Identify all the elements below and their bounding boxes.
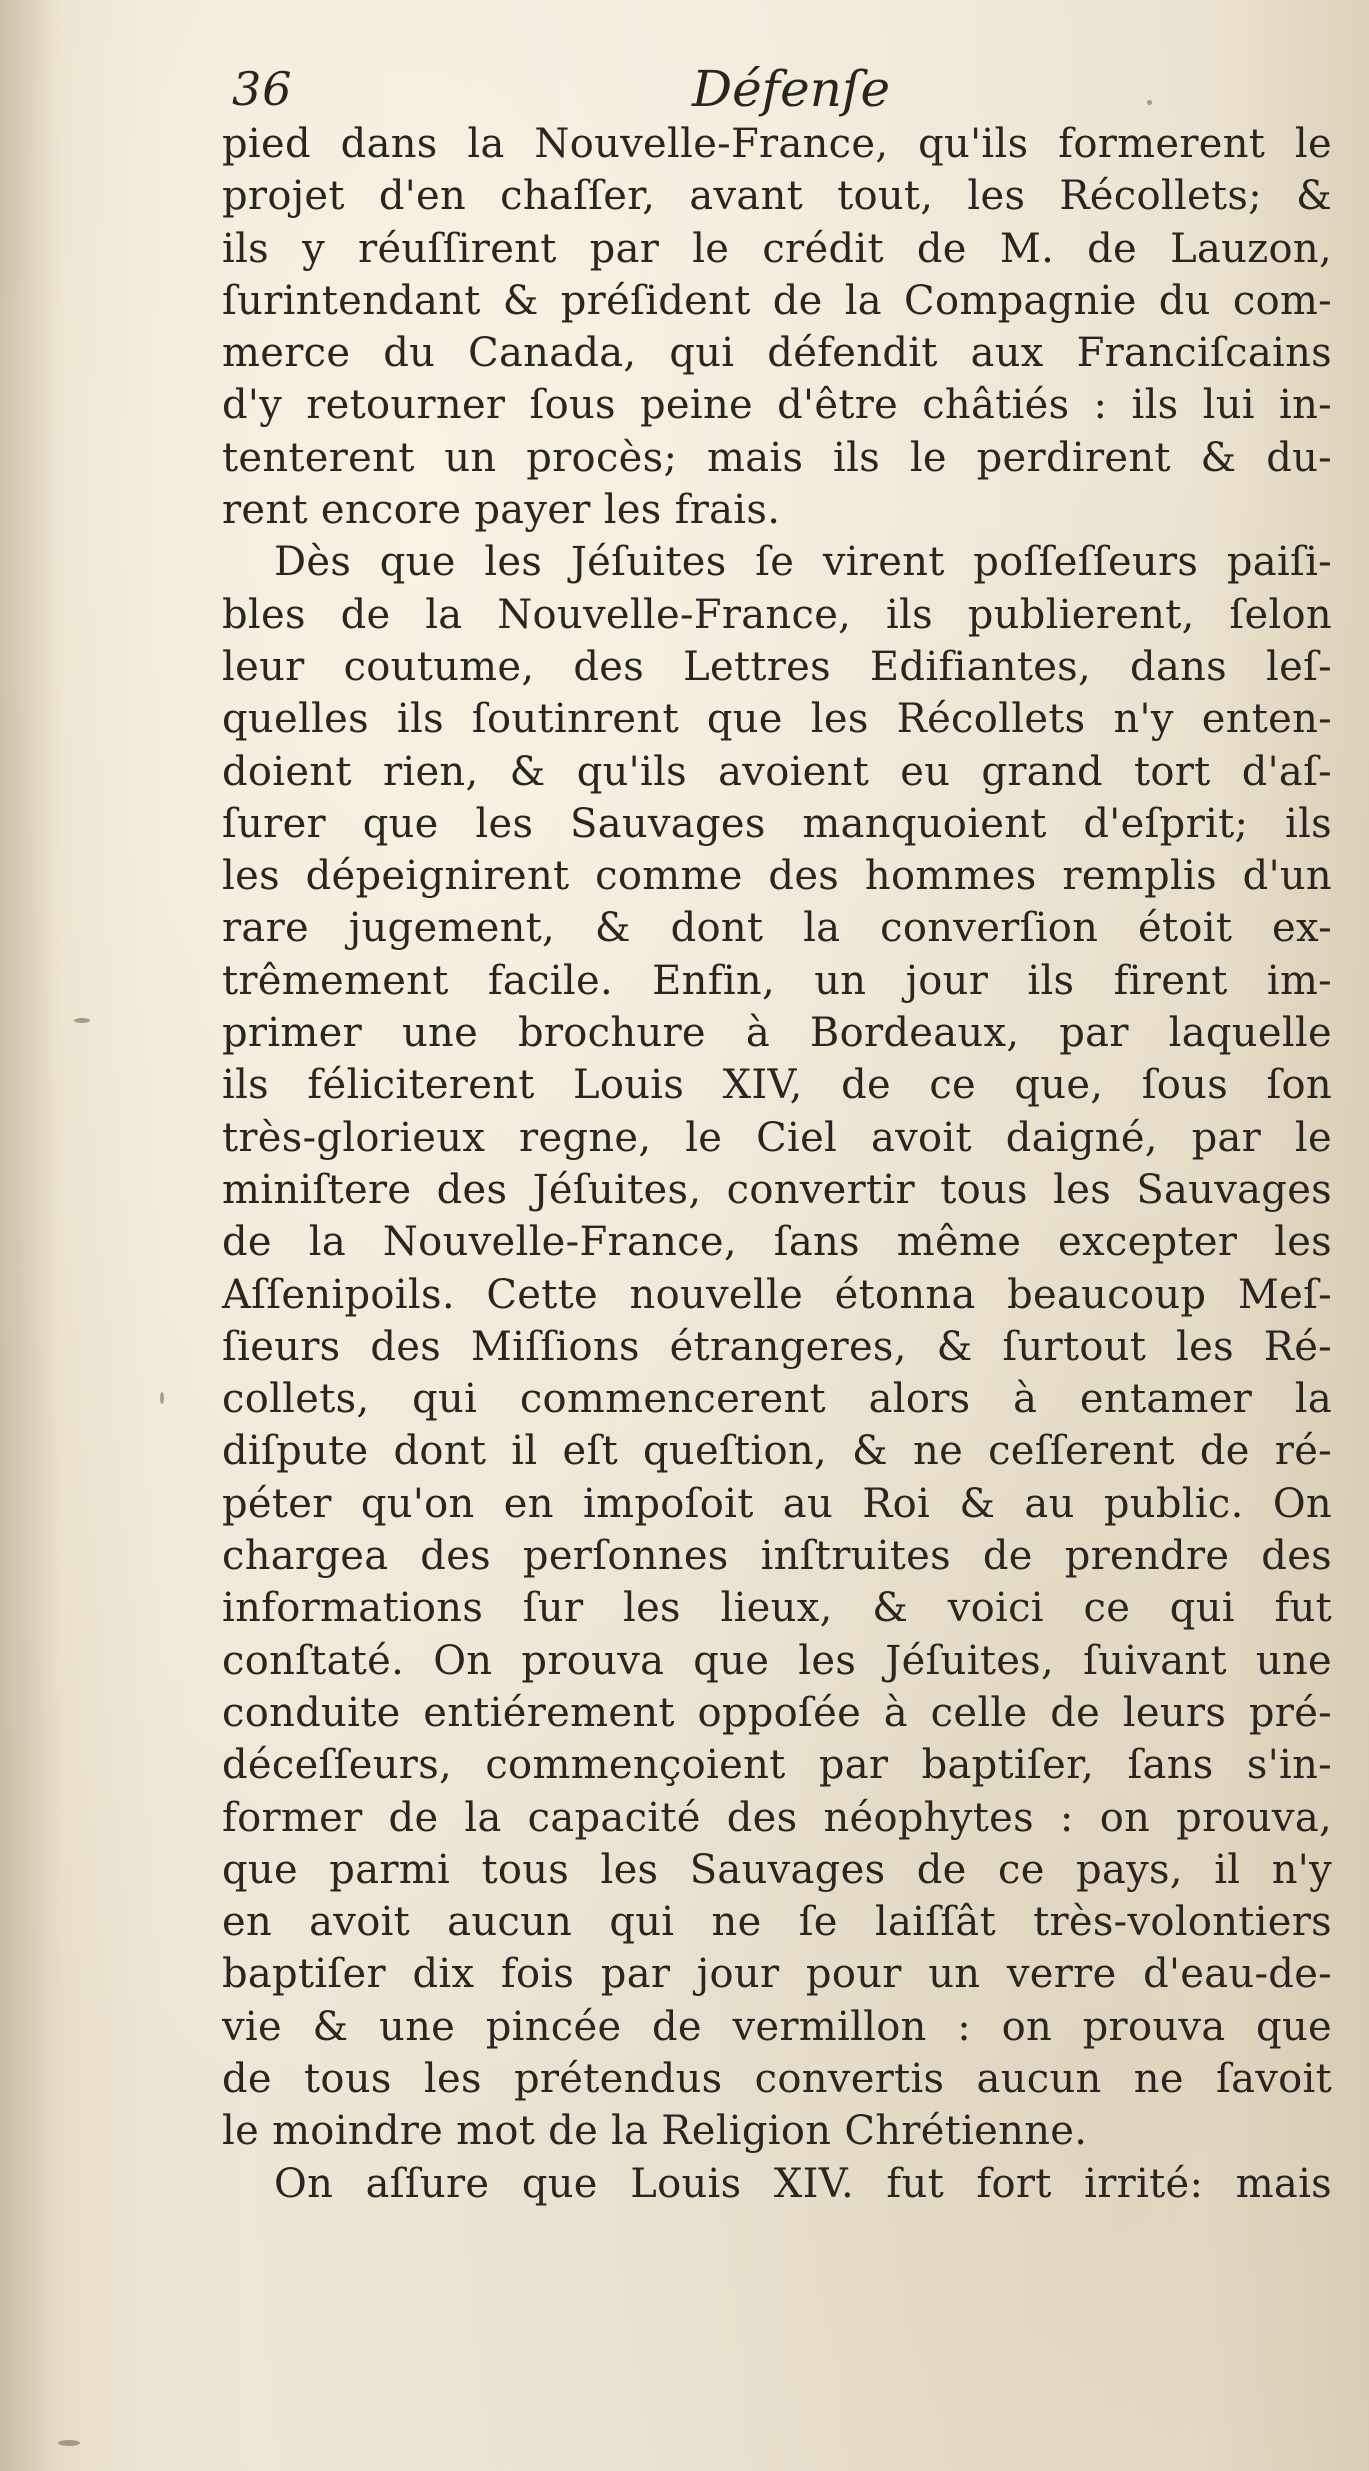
text-line: trêmement facile. Enfin, un jour ils firent im-	[222, 957, 1332, 1004]
text-line: ſieurs des Miſſions étrangeres, & ſurtout les Ré-	[222, 1323, 1332, 1370]
paragraph-start-line: On aſſure que Louis XIV. fut fort irrité: mais	[274, 2160, 1332, 2207]
text-line: Aſſenipoils. Cette nouvelle étonna beaucoup Meſ-	[222, 1271, 1332, 1318]
text-line: péter qu'on en impoſoit au Roi & au public. On	[222, 1480, 1332, 1527]
text-line: miniſtere des Jéſuites, convertir tous les Sauvages	[222, 1166, 1332, 1213]
text-line: pied dans la Nouvelle-France, qu'ils formerent le	[222, 121, 1332, 167]
text-line: merce du Canada, qui défendit aux Franciſcains	[222, 330, 1332, 377]
text-line: leur coutume, des Lettres Edifiantes, dans leſ-	[222, 643, 1332, 690]
text-line: doient rien, & qu'ils avoient eu grand tort d'aſ-	[222, 748, 1332, 795]
text-line: former de la capacité des néophytes : on prouva,	[222, 1794, 1332, 1841]
text-line: ils y réuſſirent par le crédit de M. de Lauzon,	[222, 225, 1332, 272]
text-line: de la Nouvelle-France, ſans même excepter les	[222, 1219, 1332, 1266]
page-number: 36	[232, 62, 293, 116]
text-line: d'y retourner ſous peine d'être châtiés : ils lui in-	[222, 382, 1332, 429]
page-gutter-shadow	[0, 0, 60, 2471]
text-line: informations ſur les lieux, & voici ce qui fut	[222, 1585, 1332, 1632]
running-title: Défenſe	[692, 60, 891, 118]
paragraph-start-line: Dès que les Jéſuites ſe virent poſſeſſeurs paiſi-	[274, 539, 1332, 586]
text-line: ils féliciterent Louis XIV, de ce que, ſous ſon	[222, 1062, 1332, 1109]
text-line: projet d'en chaſſer, avant tout, les Récollets; &	[222, 173, 1332, 220]
paper-speck	[160, 1392, 164, 1404]
text-line: déceſſeurs, commençoient par baptiſer, ſans s'in-	[222, 1742, 1332, 1789]
paper-speck	[1147, 100, 1152, 105]
text-line: conduite entiérement oppoſée à celle de leurs pré-	[222, 1689, 1332, 1736]
text-line: quelles ils ſoutinrent que les Récollets n'y enten-	[222, 696, 1332, 743]
text-line: vie & une pincée de vermillon : on prouva que	[222, 2003, 1332, 2050]
text-line: baptiſer dix fois par jour pour un verre d'eau-de-	[222, 1951, 1332, 1998]
text-line: tenterent un procès; mais ils le perdirent & du-	[222, 434, 1332, 481]
text-line: les dépeignirent comme des hommes remplis d'un	[222, 853, 1332, 900]
paper-speck	[74, 1018, 90, 1023]
text-line: conſtaté. On prouva que les Jéſuites, ſuivant une	[222, 1637, 1332, 1684]
text-line: très-glorieux regne, le Ciel avoit daigné, par le	[222, 1114, 1332, 1161]
paragraph-end-line: rent encore payer les frais.	[222, 487, 781, 534]
text-line: chargea des perſonnes inſtruites de prendre des	[222, 1533, 1332, 1580]
text-line: diſpute dont il eſt queſtion, & ne ceſſerent de ré-	[222, 1428, 1332, 1475]
text-line: collets, qui commencerent alors à entamer la	[222, 1376, 1332, 1423]
text-line: de tous les prétendus convertis aucun ne ſavoit	[222, 2055, 1332, 2102]
body-text	[222, 118, 1332, 2210]
paragraph-end-line: le moindre mot de la Religion Chrétienne.	[222, 2108, 1088, 2155]
text-line: bles de la Nouvelle-France, ils publierent, ſelon	[222, 591, 1332, 638]
text-line: ſurer que les Sauvages manquoient d'eſprit; ils	[222, 800, 1332, 847]
text-line: primer une brochure à Bordeaux, par laquelle	[222, 1010, 1332, 1057]
text-line: en avoit aucun qui ne ſe laiſſât très-volontiers	[222, 1899, 1332, 1946]
text-line: que parmi tous les Sauvages de ce pays, il n'y	[222, 1846, 1332, 1893]
text-line: ſurintendant & préſident de la Compagnie du com-	[222, 277, 1332, 324]
text-line: rare jugement, & dont la converſion étoit ex-	[222, 905, 1332, 952]
paper-speck	[58, 2440, 80, 2446]
